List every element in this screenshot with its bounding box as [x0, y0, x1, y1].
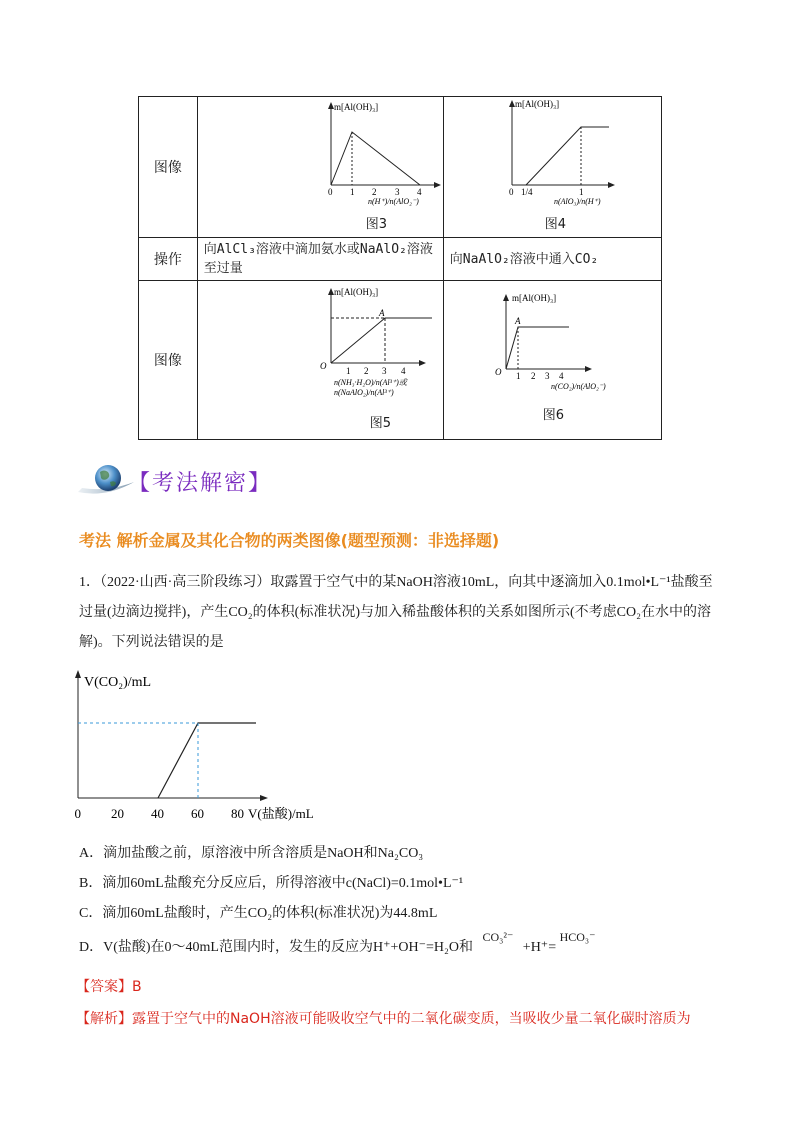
- operation-right: 向NaAlO₂溶液中通入CO₂: [449, 251, 599, 267]
- fig6-graph: [444, 281, 662, 401]
- fig3-tick-1: 1: [349, 187, 355, 197]
- fig3-ylabel: m[Al(OH)₃]: [333, 102, 378, 112]
- fig6-ylabel: m[Al(OH)₃]: [511, 293, 556, 303]
- option-d: [79, 930, 596, 956]
- fig4-ylabel: m[Al(OH)₃]: [514, 99, 559, 109]
- series-line: [158, 723, 256, 798]
- bicarbonate-ion: HCO₃⁻: [559, 930, 596, 944]
- x-tick-label: 60: [191, 806, 204, 821]
- y-axis-label: V(CO₂)/mL: [84, 675, 152, 690]
- fig4-caption: 图4: [544, 217, 567, 232]
- fig3-tick-3: 3: [394, 187, 400, 197]
- question-line-2: 过量(边滴边搅拌)，产生CO₂的体积(标准状况)与加入稀盐酸体积的关系如图所示(不考虑CO₂在水中的溶: [79, 605, 711, 620]
- fig3-graph: [198, 97, 444, 215]
- fig6-tick-1: 1: [515, 371, 521, 381]
- fig3-tick-4: 4: [416, 187, 422, 197]
- fig4-cell: [443, 97, 661, 238]
- fig4-tick-0: 0: [508, 187, 514, 197]
- carbonate-ion: CO₃²⁻: [482, 930, 514, 944]
- fig3-caption: 图3: [365, 217, 388, 232]
- fig5-caption: 图5: [369, 416, 392, 431]
- x-tick-label: 40: [151, 806, 164, 821]
- answer-label: 【答案】: [76, 979, 132, 995]
- x-axis-label: V(盐酸)/mL: [248, 806, 314, 821]
- fig6-tick-4: 4: [558, 371, 564, 381]
- fig6-tick-2: 2: [530, 371, 536, 381]
- y-axis-arrow: [75, 670, 81, 678]
- option-c: C．滴加60mL盐酸时，产生CO₂的体积(标准状况)为44.8mL: [79, 906, 438, 921]
- fig6-tick-0: O: [494, 367, 502, 377]
- fig4-tick-1: 1/4: [520, 187, 533, 197]
- operation-left: 向AlCl₃溶液中滴加氨水或NaAlO₂溶液至过量: [203, 242, 433, 276]
- fig5-cell: [197, 281, 443, 440]
- analysis-label: 【解析】: [76, 1011, 132, 1027]
- analysis: [76, 1008, 736, 1028]
- option-b: B．滴加60mL盐酸充分反应后，所得溶液中c(NaCl)=0.1mol•L⁻¹: [79, 876, 464, 891]
- row-label-image: 图像: [139, 97, 198, 238]
- fig5-tick-1: 1: [345, 366, 351, 376]
- fig5-point-label: A: [378, 308, 385, 318]
- fig3-xlabel: n(H⁺)/n(AlO₂⁻): [367, 197, 419, 206]
- analysis-text: 露置于空气中的NaOH溶液可能吸收空气中的二氧化碳变质，当吸收少量二氧化碳时溶质为: [132, 1011, 691, 1027]
- comparison-table: [138, 96, 662, 440]
- row-label-image-2: 图像: [139, 281, 198, 440]
- fig5-ylabel: m[Al(OH)₃]: [333, 287, 378, 297]
- fig5-tick-2: 2: [363, 366, 369, 376]
- section-heading: 考法 解析金属及其化合物的两类图像(题型预测：非选择题): [79, 531, 500, 550]
- answer: [76, 976, 142, 996]
- option-d-text: D．V(盐酸)在0～40mL范围内时，发生的反应为H⁺+OH⁻=H₂O和: [79, 940, 473, 955]
- fig6-xlabel: n(CO₂)/n(AlO₂⁻): [550, 382, 606, 391]
- fig5-xlabel2: n(NaAlO₂)/n(Al³⁺): [333, 388, 394, 397]
- fig5-xlabel: n(NH₃·H₂O)/n(Al³⁺)或: [333, 378, 407, 387]
- fig5-tick-0: O: [319, 361, 327, 371]
- fig6-caption: 图6: [542, 408, 565, 423]
- option-d-mid: +H⁺=: [522, 940, 557, 955]
- x-tick-label: 80: [231, 806, 244, 821]
- row-label-operation: 操作: [139, 238, 198, 281]
- fig5-tick-3: 3: [381, 366, 387, 376]
- fig3-tick-0: 0: [327, 187, 333, 197]
- fig6-tick-3: 3: [544, 371, 550, 381]
- option-a: A．滴加盐酸之前，原溶液中所含溶质是NaOH和Na₂CO₃: [79, 846, 424, 861]
- banner-title: 【考法解密】: [128, 471, 273, 496]
- fig4-xlabel: n(AlO₃)/n(H⁺): [553, 197, 601, 206]
- fig4-graph: [444, 97, 662, 215]
- question-line-3: 解)。下列说法错误的是: [79, 635, 224, 650]
- fig5-graph: [198, 281, 444, 411]
- fig6-point-label: A: [514, 316, 521, 326]
- fig6-cell: [443, 281, 661, 440]
- fig4-tick-2: 1: [578, 187, 584, 197]
- question-line-1: 1．（2022·山西·高三阶段练习）取露置于空气中的某NaOH溶液10mL，向其中逐滴加入0.1mol•L⁻¹盐酸至: [79, 575, 713, 590]
- x-tick-label: 20: [111, 806, 124, 821]
- fig3-tick-2: 2: [371, 187, 377, 197]
- co2-volume-chart: [60, 664, 320, 822]
- fig5-tick-4: 4: [400, 366, 406, 376]
- answer-value: B: [132, 979, 142, 995]
- x-axis-arrow: [260, 795, 268, 801]
- x-tick-label: 0: [74, 806, 81, 821]
- fig3-cell: [197, 97, 443, 238]
- globe-icon: [76, 462, 136, 498]
